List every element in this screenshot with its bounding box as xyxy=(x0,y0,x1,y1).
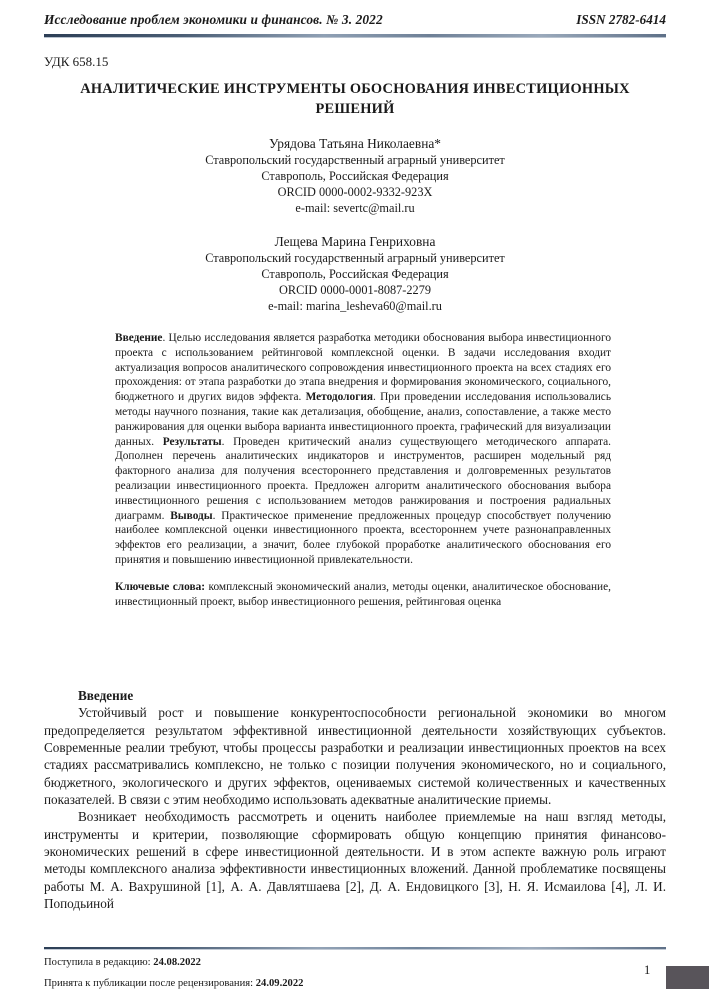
author-email: e-mail: marina_lesheva60@mail.ru xyxy=(268,298,442,313)
issn-label: ISSN 2782-6414 xyxy=(576,12,666,27)
author-orcid: ORCID 0000-0001-8087-2279 xyxy=(279,282,431,297)
page-number: 1 xyxy=(644,963,651,977)
author-city: Ставрополь, Российская Федерация xyxy=(261,266,449,281)
abstract-intro-label: Введение xyxy=(115,332,163,344)
accepted-date: 24.09.2022 xyxy=(255,978,304,989)
author-affiliation: Ставропольский государственный аграрный университет xyxy=(205,153,505,167)
accepted-note xyxy=(44,978,303,989)
author-email: e-mail: severtc@mail.ru xyxy=(295,200,415,215)
abstract-conclusion-label: Выводы xyxy=(170,509,213,522)
author-block-list xyxy=(70,136,640,329)
received-date: 24.08.2022 xyxy=(153,957,201,968)
keywords-text: комплексный экономический анализ, методы оценки, аналитическое обоснование, инвестиционный проект, выбор инвестиционного решения, рейтинговая оценка xyxy=(115,580,611,608)
journal-title: Исследование проблем экономики и финансов. № 3. 2022 xyxy=(44,12,383,27)
author-block xyxy=(70,136,640,217)
abstract-intro-text: . Целью исследования является разработка методики обоснования выбора инвестиционного проекта с использованием рейтинговой комплексной оценки. В задачи исследования входит актуализация вопросов аналитического сопровождения инвестиционного проекта на всех стадиях его прохождения: от этапа разработки до этапа внедрения и формирования экономического, социального, бюджетного и других видов эффекта. xyxy=(115,332,611,404)
udk-code: УДК 658.15 xyxy=(44,54,109,69)
section-heading: Введение xyxy=(78,688,134,703)
running-head xyxy=(44,12,666,28)
received-note xyxy=(44,957,201,968)
keywords-label: Ключевые слова: xyxy=(115,580,206,593)
abstract-conclusion-text: . Практическое применение предложенных процедур способствует получению наиболее комплексной оценки инвестиционного проекта, всестороннем учете разнонаправленных эффектов его реализации, а значит, более глубокой проработке аналитического обоснования его принятия и повышению инвестиционной привлекательности. xyxy=(115,509,611,566)
author-orcid: ORCID 0000-0002-9332-923X xyxy=(277,184,433,199)
abstract-section xyxy=(115,331,611,609)
abstract-results-text: . Проведен критический анализ существующего методического аппарата. Дополнен перечень аналитических индикаторов и инструментов, расширен модельный ряд факторного анализа для получения всестороннего представления и долговременных результатов реализации инвестиционного проекта. Предложен алгоритм аналитического обоснования выбора инвестиционного решения с использованием методов ранжирования и построения радиальных диаграмм. xyxy=(115,435,611,522)
author-name: Урядова Татьяна Николаевна* xyxy=(269,136,441,151)
author-block xyxy=(70,234,640,315)
corner-marker xyxy=(666,966,709,989)
abstract-results-label: Результаты xyxy=(162,435,222,448)
body-paragraph: Возникает необходимость рассмотреть и оценить наиболее приемлемые на наш взгляд методы, инструменты и критерии, позволяющие сформировать общую концепцию принятия финансово-экономических решений в сфере инвестиционной деятельности. И в этом аспекте важную роль играют методы комплексного анализа эффективности инвестиционных вложений. Данной проблематике посвящены работы М. А. Вахрушиной [1], А. А. Давлятшаева [2], Д. А. Ендовицкого [3], Н. Я. Исмаилова [4], Л. И. Поподьиной xyxy=(44,809,666,911)
body-section xyxy=(44,687,666,912)
header-rule-thin xyxy=(44,37,666,38)
footer-rule-thin xyxy=(44,949,666,950)
abstract-method-text: . При проведении исследования использовались методы научного познания, такие как детализация, обобщение, анализ, сопоставление, а также место ранжирования для оценки выбора варианта инвестиционного проекта, графический для визуализации данных. xyxy=(115,391,612,448)
abstract-method-label: Методология xyxy=(305,391,374,404)
page-title: АНАЛИТИЧЕСКИЕ ИНСТРУМЕНТЫ ОБОСНОВАНИЯ ИНВЕСТИЦИОННЫХ РЕШЕНИЙ xyxy=(80,81,630,117)
body-paragraph: Устойчивый рост и повышение конкурентоспособности региональной экономики во многом предопределяется результатом эффективной инвестиционной деятельности хозяйствующих субъектов. Современные реалии требуют, чтобы процессы разработки и реализации инвестиционных проектов на всех стадиях рассматривались комплексно, не только с позиции получения экономического, но и социального, бюджетного, экологического и других эффектов, оцениваемых системой количественных и качественных показателей. В связи с этим необходимо использовать адекватные аналитические приемы. xyxy=(44,705,666,807)
abstract-paragraph xyxy=(115,331,611,568)
received-label: Поступила в редакцию: xyxy=(44,957,151,968)
author-name: Лещева Марина Генриховна xyxy=(274,233,436,249)
author-city: Ставрополь, Российская Федерация xyxy=(261,168,449,183)
accepted-label: Принята к публикации после рецензирования: xyxy=(44,978,254,989)
author-affiliation: Ставропольский государственный аграрный университет xyxy=(205,250,505,265)
keywords-paragraph xyxy=(115,580,611,610)
